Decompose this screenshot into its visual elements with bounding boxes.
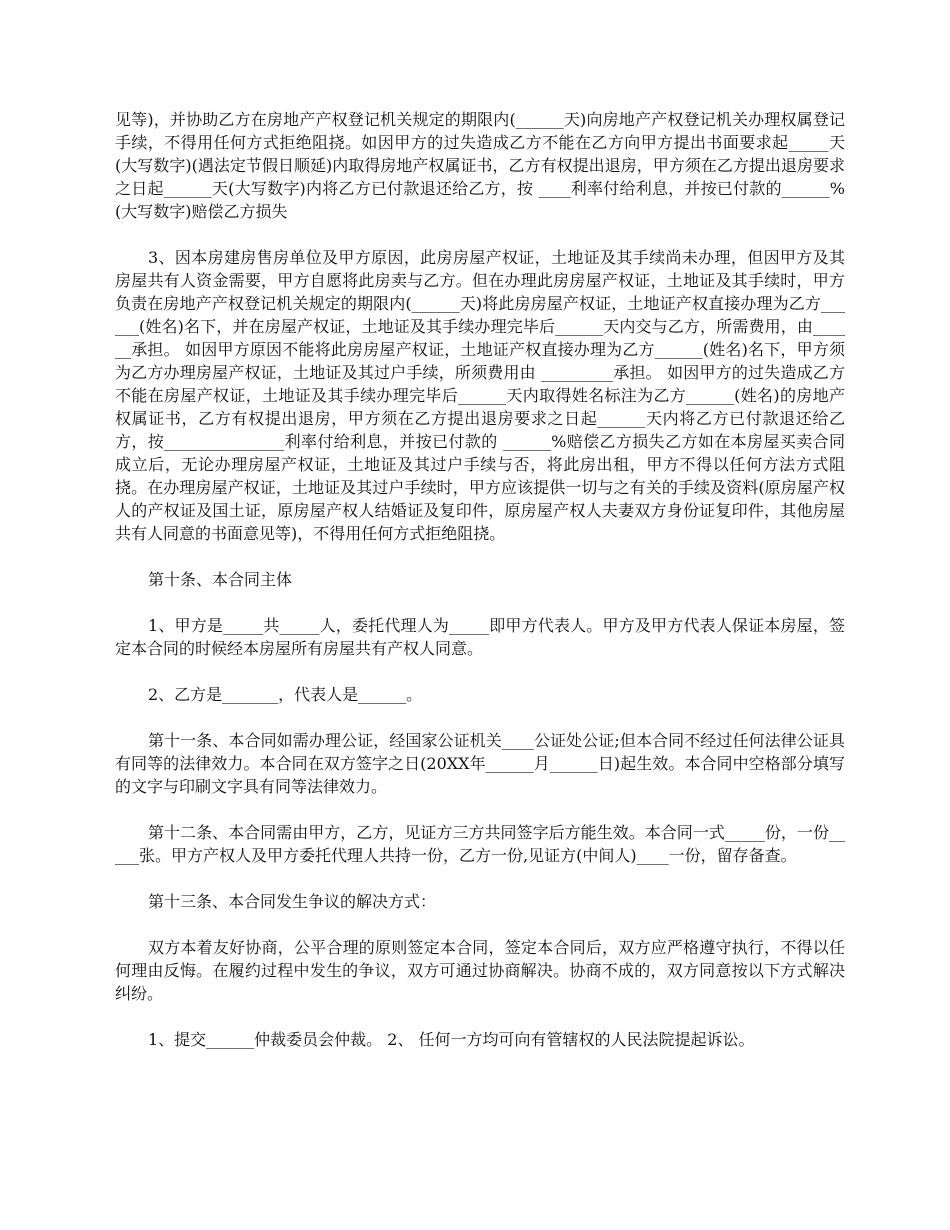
- article-10-heading: 第十条、本合同主体: [148, 570, 293, 589]
- article-11-notarization: 第十一条、本合同如需办理公证，经国家公证机关____公证处公证;但本合同不经过任何法律公证具有同等的法律效力。本合同在双方签字之日(20XX年______月______日)起生效。本合同中空格部分填写的文字与印刷文字具有同等法律效力。: [115, 731, 845, 796]
- paragraph-registration-deadline: 见等)，并协助乙方在房地产产权登记机关规定的期限内(______天)向房地产产权登记机关办理权属登记手续，不得用任何方式拒绝阻挠。如因甲方的过失造成乙方不能在乙方向甲方提出书面要求起_____天(大写数字)(遇法定节假日顺延)内取得房地产权属证书，乙方有权提出退房，甲方须在乙方提出退房要求之日起______天(大写数字)内将乙方已付款退还给乙方，按 ____利率付给利息，并按已付款的______%(大写数字)赔偿乙方损失: [115, 110, 845, 221]
- paragraph-arbitration-options: 1、提交______仲裁委员会仲裁。 2、 任何一方均可向有管辖权的人民法院提起诉讼。: [148, 1030, 755, 1049]
- article-13-heading: 第十三条、本合同发生争议的解决方式：: [148, 892, 437, 911]
- paragraph-party-b: 2、乙方是_______，代表人是______。: [148, 685, 423, 704]
- paragraph-dispute-resolution: 双方本着友好协商，公平合理的原则签定本合同，签定本合同后，双方应严格遵守执行，不得以任何理由反悔。在履约过程中发生的争议，双方可通过协商解决。协商不成的，双方同意按以下方式解决纠纷。: [115, 938, 845, 1003]
- paragraph-clause-3: 3、因本房建房售房单位及甲方原因，此房房屋产权证，土地证及其手续尚未办理，但因甲方及其房屋共有人资金需要，甲方自愿将此房卖与乙方。但在办理此房房屋产权证，土地证及其手续时，甲方负责在房地产产权登记机关规定的期限内(______天)将此房房屋产权证，土地证产权直接办理为乙方______(姓名)名下，并在房屋产权证，土地证及其手续办理完毕后______天内交与乙方，所需费用，由______承担。 如因甲方原因不能将此房房屋产权证，土地证产权直接办理为乙方______(姓名)名下，甲方须为乙方办理房屋产权证，土地证及其过户手续，所须费用由 _________承担。 如因甲方的过失造成乙方不能在房屋产权证，土地证及其手续办理完毕后______天内取得姓名标注为乙方______(姓名)的房地产权属证书，乙方有权提出退房，甲方须在乙方提出退房要求之日起______天内将乙方已付款退还给乙方，按_______________利率付给利息，并按已付款的 ______%赔偿乙方损失乙方如在本房屋买卖合同成立后，无论办理房屋产权证，土地证及其过户手续与否，将此房出租，甲方不得以任何方法方式阻挠。在办理房屋产权证，土地证及其过户手续时，甲方应该提供一切与之有关的手续及资料(原房屋产权人的产权证及国土证，原房屋产权人结婚证及复印件，原房屋产权人夫妻双方身份证复印件，其他房屋共有人同意的书面意见等)，不得用任何方式拒绝阻挠。: [115, 248, 845, 543]
- paragraph-party-a: 1、甲方是_____共_____人，委托代理人为_____即甲方代表人。甲方及甲方代表人保证本房屋，签定本合同的时候经本房屋所有房屋共有产权人同意。: [115, 616, 845, 658]
- document-page: [115, 108, 845, 1074]
- article-12-signatures: 第十二条、本合同需由甲方，乙方，见证方三方共同签字后方能生效。本合同一式_____份，一份_____张。甲方产权人及甲方委托代理人共持一份，乙方一份,见证方(中间人)____一份，留存备查。: [115, 823, 845, 865]
